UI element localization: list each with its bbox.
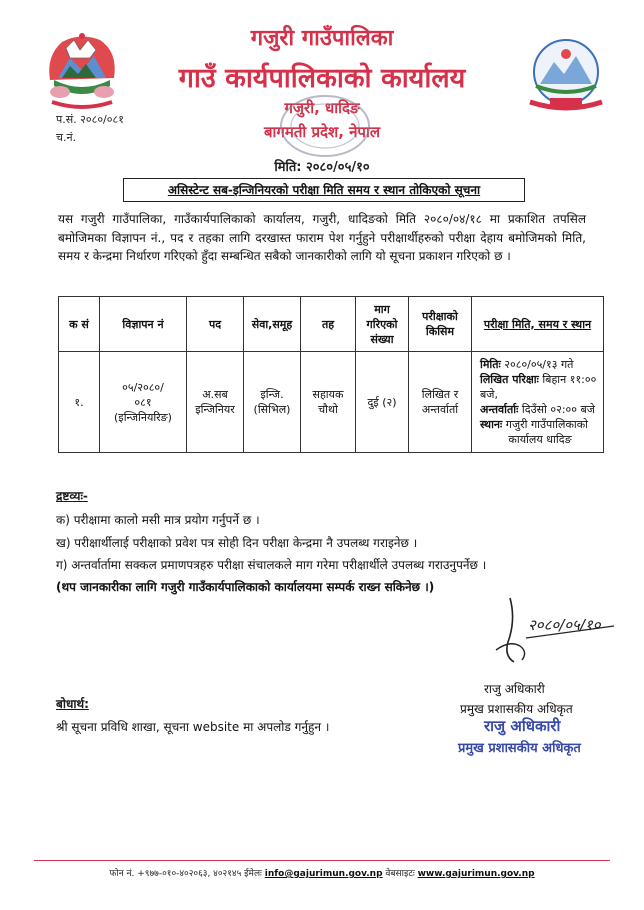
- schedule-date-line: [480, 357, 600, 372]
- post-line-1: अ.सब: [202, 388, 228, 401]
- office-address: गजुरी, धादिङ: [284, 99, 360, 117]
- footer-email-link[interactable]: info@gajurimun.gov.np: [264, 869, 383, 879]
- service-line-1: इन्जि.: [260, 388, 284, 401]
- schedule-written-line: [480, 372, 600, 402]
- exam-type-line-1: लिखित र: [421, 388, 459, 401]
- note-item: ग) अन्तर्वार्तामा सक्कल प्रमाणपत्रहरु परीक्षा संचालकले माग गरेमा परीक्षार्थीले उपलब्ध गराउनुपर्नेछ ।: [56, 558, 487, 572]
- schedule-interview-time: दिउँसो ०२:०० बजे: [521, 403, 595, 416]
- table-header-row: [59, 297, 604, 352]
- cc-heading: बोधार्थ:: [56, 697, 89, 711]
- notice-date: मिति: २०८०/०५/१०: [274, 160, 370, 175]
- footer-contact: [0, 866, 644, 879]
- footer-phone: फोन नं. +९७७-०१०-४०२०६३, ४०२१४५: [109, 869, 242, 879]
- note-item: (थप जानकारीका लागि गजुरी गाउँकार्यपालिकाको कार्यालयमा सम्पर्क राख्न सकिनेछ ।): [56, 580, 435, 594]
- cc-text: श्री सूचना प्रविधि शाखा, सूचना website मा अपलोड गर्नुहुन ।: [56, 720, 330, 734]
- reference-number: प.सं. २०८०/०८१: [56, 113, 124, 126]
- note-item: ख) परीक्षार्थीलाई परीक्षाको प्रवेश पत्र सोही दिन परीक्षा केन्द्रमा नै उपलब्ध गराइनेछ ।: [56, 536, 418, 550]
- cell-post: [187, 352, 244, 453]
- cell-service-group: [244, 352, 301, 453]
- signatory-title: प्रमुख प्रशासकीय अधिकृत: [460, 702, 573, 716]
- schedule-written-label: लिखित परिक्षाः: [480, 373, 539, 386]
- footer-divider: [34, 860, 610, 861]
- footer-website-label: वेबसाइटः: [385, 869, 415, 879]
- province-name: बागमती प्रदेश, नेपाल: [263, 123, 381, 141]
- schedule-interview-label: अन्तर्वार्ताः: [480, 403, 519, 416]
- seal-title: प्रमुख प्रशासकीय अधिकृत: [458, 741, 581, 756]
- exam-schedule-table: [58, 296, 604, 453]
- cell-advertisement-no: [100, 352, 187, 453]
- col-demand-count: माग गरिएको संख्या: [356, 297, 409, 352]
- note-item: क) परीक्षामा कालो मसी मात्र प्रयोग गर्नुपर्ने छ ।: [56, 513, 260, 527]
- adv-line-3: (इन्जिनियरिङ): [114, 410, 172, 424]
- schedule-interview-line: [480, 402, 600, 417]
- col-service-group: सेवा,समूह: [244, 297, 301, 352]
- cell-demand-count: दुई (२): [356, 352, 409, 453]
- schedule-place: गजुरी गाउँपालिकाको: [505, 418, 589, 431]
- schedule-date-label: मितिः: [480, 358, 501, 371]
- handwritten-signature: [480, 590, 620, 668]
- col-level: तह: [301, 297, 356, 352]
- notice-title: असिस्टेन्ट सब-इन्जिनियरको परीक्षा मिति समय र स्थान तोकिएको सूचना: [123, 178, 525, 202]
- dispatch-number: च.नं.: [56, 131, 77, 144]
- post-line-2: इन्जिनियर: [195, 403, 235, 416]
- cell-serial: १.: [59, 352, 100, 453]
- office-name: गाउँ कार्यपालिकाको कार्यालय: [178, 63, 466, 94]
- cell-exam-schedule: [472, 352, 604, 453]
- table-row: [59, 352, 604, 453]
- seal-name: राजु अधिकारी: [484, 717, 561, 735]
- cell-exam-type: [409, 352, 472, 453]
- footer-website-link[interactable]: www.gajurimun.gov.np: [417, 869, 535, 879]
- col-exam-type: परीक्षाको किसिम: [409, 297, 472, 352]
- signatory-name: राजु अधिकारी: [484, 682, 545, 696]
- cell-level: [301, 352, 356, 453]
- col-advertisement-no: विज्ञापन नं: [100, 297, 187, 352]
- col-exam-schedule: परीक्षा मिति, समय र स्थान: [472, 297, 604, 352]
- exam-type-line-2: अन्तर्वार्ता: [421, 403, 459, 416]
- schedule-place-line-2: कार्यालय धादिङ: [508, 433, 572, 446]
- signature-date: २०८०/०५/१०: [528, 616, 601, 634]
- schedule-written-time: बिहान ११:०० बजे,: [480, 373, 597, 401]
- intro-paragraph: यस गजुरी गाउँपालिका, गाउँकार्यपालिकाको कार्यालय, गजुरी, धादिङको मिति २०८०/०४/१८ मा प्रकाशित तपसिल बमोजिमका विज्ञापन नं., पद र तहका लागि दरखास्त फाराम पेश गर्नुहुने परीक्षार्थीहरुको परीक्षा देहाय बमोजिमको मिति, समय र केन्द्रमा निर्धारण गरिएको हुँदा सम्बन्धित सबैको जानकारीको लागि यो सूचना प्रकाशन गरिएको छ ।: [58, 212, 586, 263]
- service-line-2: (सिभिल): [253, 403, 291, 416]
- notes-heading: द्रष्टव्यः-: [56, 489, 88, 503]
- col-post: पद: [187, 297, 244, 352]
- level-line-1: सहायक: [312, 388, 344, 401]
- adv-line-2: ०८१: [134, 395, 152, 409]
- schedule-place-label: स्थानः: [480, 418, 503, 431]
- level-line-2: चौथो: [318, 403, 338, 416]
- col-serial: क सं: [59, 297, 100, 352]
- municipality-name: गजुरी गाउँपालिका: [250, 26, 394, 51]
- office-stamp-icon: [270, 90, 380, 162]
- schedule-date: २०८०/०५/१३ गते: [504, 358, 574, 371]
- footer-email-label: ईमेलः: [244, 869, 262, 879]
- schedule-place-line: [480, 417, 600, 432]
- adv-line-1: ०५/२०८०/: [122, 380, 164, 394]
